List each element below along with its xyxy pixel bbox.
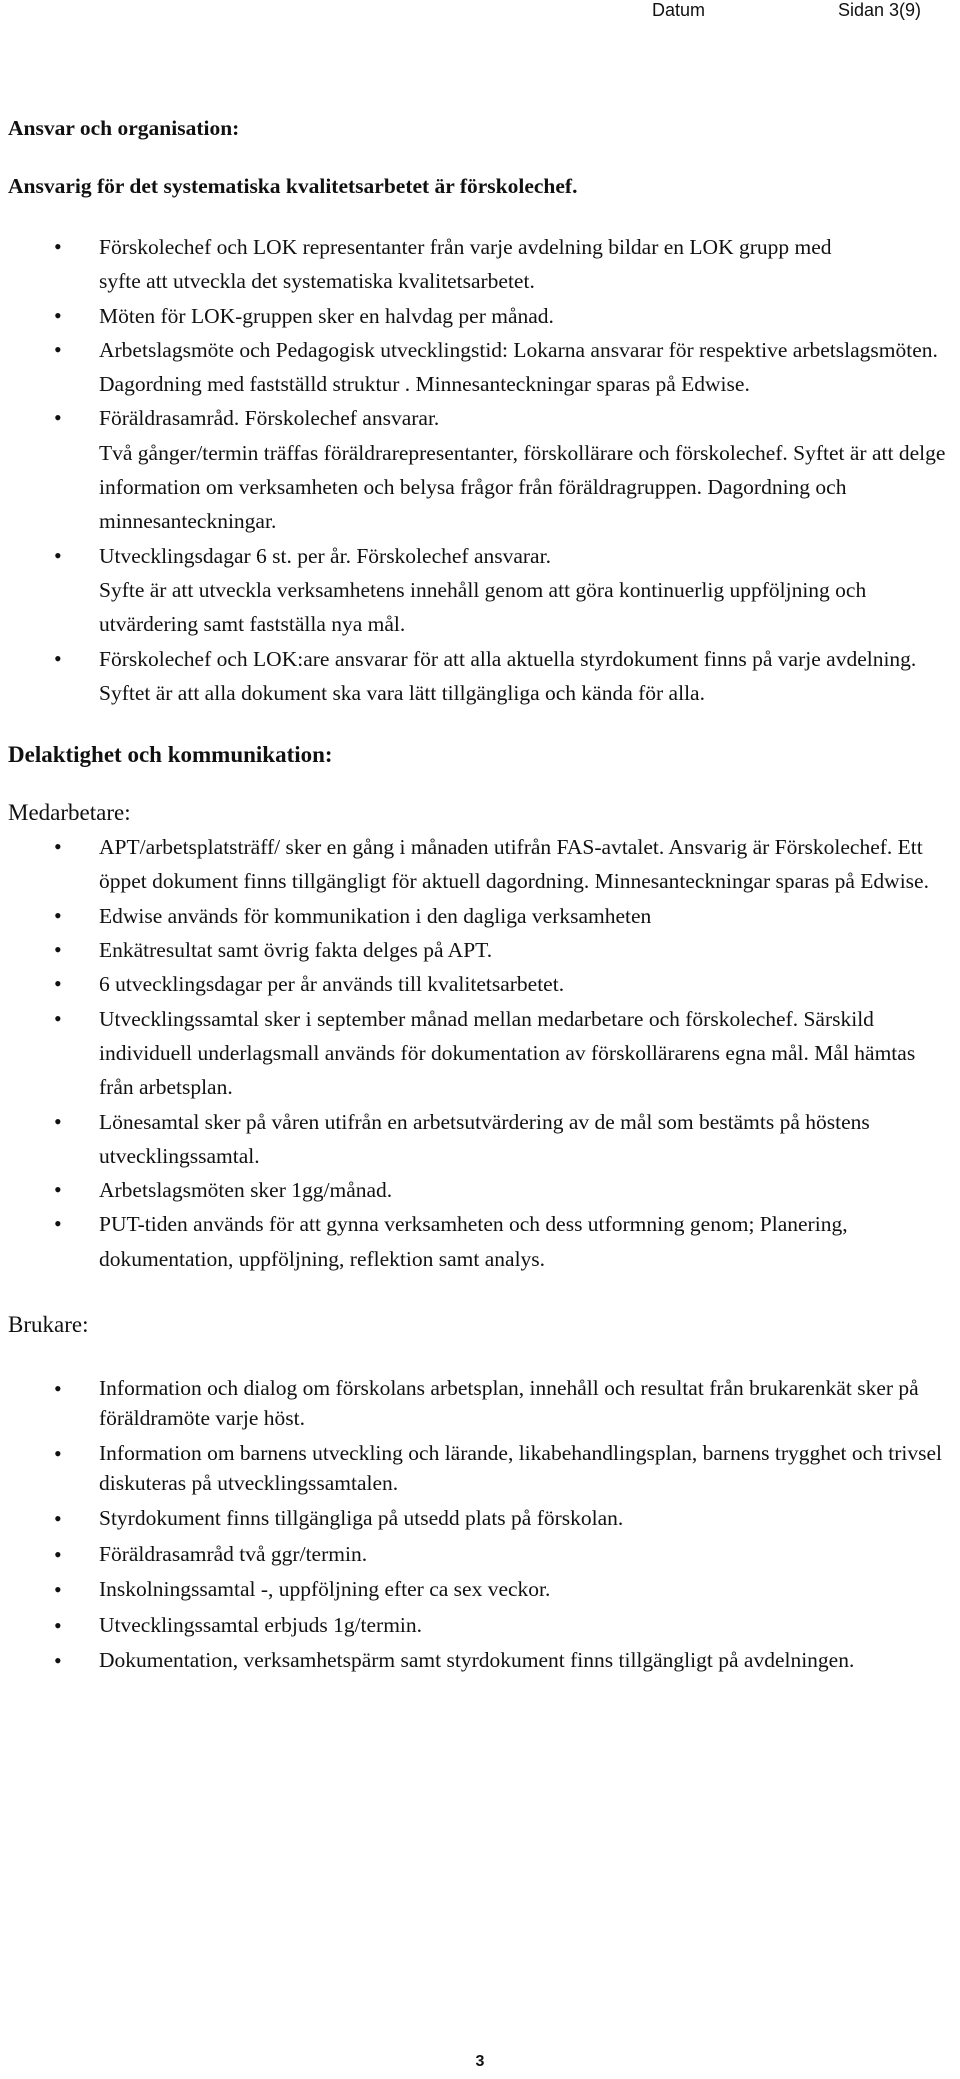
list-item: • APT/arbetsplatsträff/ sker en gång i månaden utifrån FAS-avtalet. Ansvarig är Förskolechef. Ett öppet dokument finns tillgängligt för aktuell dagordning. Minnesanteckningar sparas på Edwise.: [8, 830, 959, 899]
list-item: • 6 utvecklingsdagar per år används till kvalitetsarbetet.: [8, 967, 953, 1001]
users-list: [8, 1374, 953, 1676]
staff-heading: Medarbetare:: [8, 800, 131, 826]
list-item: • Lönesamtal sker på våren utifrån en arbetsutvärdering av de mål som bestämts på höstens utvecklingssamtal.: [8, 1105, 959, 1174]
page-number: 3: [475, 2053, 485, 2070]
section-title-participation: Delaktighet och kommunikation:: [8, 742, 333, 768]
list-item: • Inskolningssamtal -, uppföljning efter ca sex veckor.: [8, 1575, 953, 1605]
list-item: • Utvecklingssamtal sker i september månad mellan medarbetare och förskolechef. Särskild individuell underlagsmall används för dokumentation av förskollärarens egna mål. Mål hämtas från arbetsplan.: [8, 1002, 953, 1105]
list-item: • Möten för LOK-gruppen sker en halvdag per månad.: [8, 299, 953, 333]
users-heading: Brukare:: [8, 1312, 89, 1338]
staff-list: [8, 830, 953, 1276]
list-item: • Arbetslagsmöten sker 1gg/månad.: [8, 1173, 953, 1207]
list-item-continuation: Två gånger/termin träffas föräldrarepresentanter, förskollärare och förskolechef. Syftet är att delge information om verksamheten och belysa frågor från föräldragruppen. Dagordning och minnesanteckningar.: [99, 440, 946, 534]
page-header: [0, 0, 960, 30]
list-item: • Enkätresultat samt övrig fakta delges på APT.: [8, 933, 953, 967]
list-item: • Förskolechef och LOK representanter från varje avdelning bildar en LOK grupp med syfte att utveckla det systematiska kvalitetsarbetet.: [8, 230, 859, 299]
list-item: • PUT-tiden används för att gynna verksamheten och dess utformning genom; Planering, dokumentation, uppföljning, reflektion samt analys.: [8, 1207, 953, 1276]
list-item: • Arbetslagsmöte och Pedagogisk utvecklingstid: Lokarna ansvarar för respektive arbetslagsmöten. Dagordning med fastställd struktur . Minnesanteckningar sparas på Edwise.: [8, 333, 953, 402]
header-page-label: Sidan 3(9): [838, 0, 922, 20]
responsibility-statement: Ansvarig för det systematiska kvalitetsarbetet är förskolechef.: [8, 174, 578, 198]
list-item: • Edwise används för kommunikation i den dagliga verksamheten: [8, 899, 953, 933]
responsibility-list: [8, 230, 953, 710]
list-item: • Förskolechef och LOK:are ansvarar för att alla aktuella styrdokument finns på varje avdelning. Syftet är att alla dokument ska vara lätt tillgängliga och kända för alla.: [8, 642, 959, 711]
list-item: • Dokumentation, verksamhetspärm samt styrdokument finns tillgängligt på avdelningen.: [8, 1646, 959, 1676]
list-item: • Föräldrasamråd två ggr/termin.: [8, 1540, 953, 1570]
list-item: • Föräldrasamråd. Förskolechef ansvarar. Två gånger/termin träffas föräldrarepresentanter, förskollärare och förskolechef. Syftet är att delge information om verksamheten och belysa frågor från föräldragruppen. Dagordning och minnesanteckningar.: [8, 401, 953, 538]
list-item: • Utvecklingsdagar 6 st. per år. Förskolechef ansvarar. Syfte är att utveckla verksamhetens innehåll genom att göra kontinuerlig uppföljning och utvärdering samt fastställa nya mål.: [8, 539, 953, 642]
header-date-label: Datum: [652, 0, 706, 20]
list-item: • Information och dialog om förskolans arbetsplan, innehåll och resultat från brukarenkät sker på föräldramöte varje höst.: [8, 1374, 939, 1433]
list-item: • Styrdokument finns tillgängliga på utsedd plats på förskolan.: [8, 1504, 953, 1534]
list-item: • Utvecklingssamtal erbjuds 1g/termin.: [8, 1611, 953, 1641]
document-body: [8, 112, 953, 1676]
section-title-responsibility: Ansvar och organisation:: [8, 116, 240, 140]
list-item-continuation: Syfte är att utveckla verksamhetens innehåll genom att göra kontinuerlig uppföljning och utvärdering samt fastställa nya mål.: [99, 577, 867, 637]
list-item: • Information om barnens utveckling och lärande, likabehandlingsplan, barnens trygghet och trivsel diskuteras på utvecklingssamtalen.: [8, 1439, 959, 1498]
